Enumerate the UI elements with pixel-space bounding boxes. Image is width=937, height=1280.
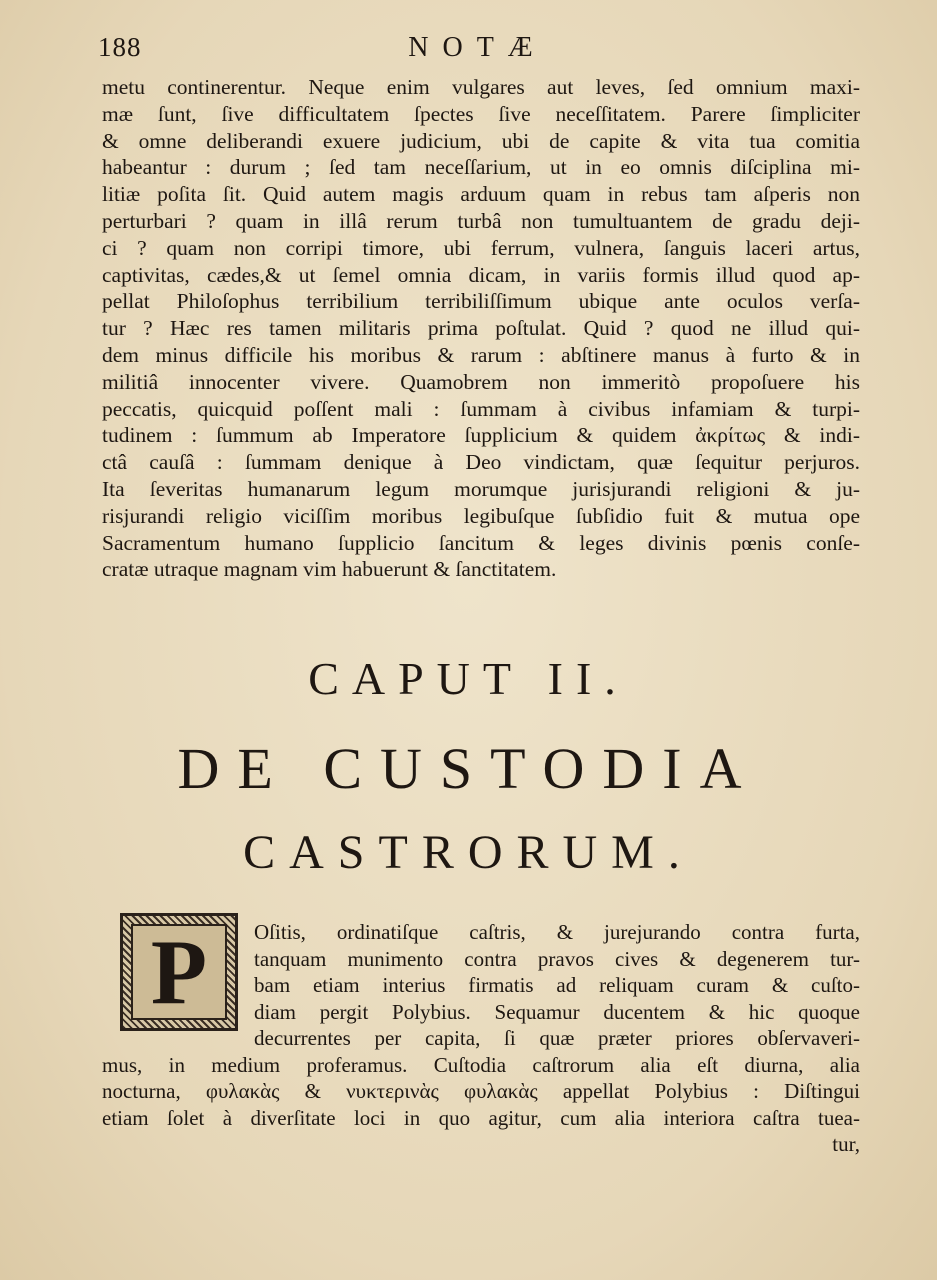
text-line: captivitas, cædes,& ut ſemel omnia dicam, in variis formis illud quod ap- xyxy=(102,262,860,287)
text-line: habeantur : durum ; ſed tam neceſſarium, ut in eo omnis diſciplina mi- xyxy=(102,155,860,180)
text-line: tanquam munimento contra pravos cives & degenerem tur- xyxy=(254,946,860,971)
text-line: dem minus difficile his moribus & rarum : abſtinere manus à furto & in xyxy=(102,342,860,367)
initial-letter: P xyxy=(131,924,227,1020)
paragraph-notes xyxy=(102,74,860,583)
text-line: metu continerentur. Neque enim vulgares aut leves, ſed omnium maxi- xyxy=(102,75,860,99)
text-line: Oſitis, ordinatiſque caſtris, & jurejurando contra furta, xyxy=(254,920,860,944)
text-line: risjurandi religio viciſſim moribus legibuſque ſubſidio fuit & mutua ope xyxy=(102,503,860,528)
text-line: decurrentes per capita, ſi quæ præter priores obſervaveri- xyxy=(254,1026,860,1050)
text-line: militiâ innocenter vivere. Quamobrem non immeritò propoſuere his xyxy=(102,369,860,394)
chapter-title-line-1: DE CUSTODIA xyxy=(177,736,760,801)
text-line: cratæ utraque magnam vim habuerunt & ſanctitatem. xyxy=(102,557,557,582)
text-line: tur, xyxy=(832,1132,860,1156)
text-line: etiam ſolet à diverſitate loci in quo agitur, cum alia interiora caſtra tuea- xyxy=(102,1105,860,1130)
running-head: NOTÆ xyxy=(408,32,547,63)
text-line: bam etiam interius firmatis ad reliquam curam & cuſto- xyxy=(254,973,860,997)
text-line: mus, in medium proferamus. Cuſtodia caſtrorum alia eſt diurna, alia xyxy=(102,1052,860,1077)
paragraph-custodia xyxy=(102,919,860,1158)
text-line: perturbari ? quam in illâ rerum turbâ non tumultuantem de gradu deji- xyxy=(102,208,860,233)
text-line: diam pergit Polybius. Sequamur ducentem & hic quoque xyxy=(254,999,860,1024)
text-line: peccatis, quicquid poſſent mali : ſummam à civibus infamiam & turpi- xyxy=(102,396,860,421)
chapter-title-line-2: CASTRORUM. xyxy=(243,826,694,879)
text-line: Ita ſeveritas humanarum legum morumque jurisjurandi religioni & ju- xyxy=(102,476,860,501)
text-line: tudinem : ſummum ab Imperatore ſupplicium & quidem ἀκρίτως & indi- xyxy=(102,423,860,448)
text-line: litiæ poſita ſit. Quid autem magis arduum quam in rebus tam aſperis non xyxy=(102,182,860,207)
text-line: ctâ cauſâ : ſummam denique à Deo vindictam, quæ ſequitur perjuros. xyxy=(102,450,860,475)
chapter-number: CAPUT II. xyxy=(308,653,629,704)
page-header xyxy=(98,30,857,70)
text-line: pellat Philoſophus terribilium terribiliſſimum ubique ante oculos verſa- xyxy=(102,289,860,314)
text-line: ci ? quam non corripi timore, ubi ferrum, vulnera, ſanguis laceri artus, xyxy=(102,235,860,260)
text-line: Sacramentum humano ſupplicio ſancitum & leges divinis pœnis conſe- xyxy=(102,530,860,555)
text-line: & omne deliberandi exuere judicium, ubi de capite & vita tua comitia xyxy=(102,128,860,153)
text-line: tur ? Hæc res tamen militaris prima poſtulat. Quid ? quod ne illud qui- xyxy=(102,316,860,341)
page-number: 188 xyxy=(98,32,142,62)
text-line: mæ ſunt, ſive difficultatem ſpectes ſive neceſſitatem. Parere ſimpliciter xyxy=(102,101,860,126)
text-line: nocturna, φυλακὰς & νυκτερινὰς φυλακὰς appellat Polybius : Diſtingui xyxy=(102,1079,860,1103)
